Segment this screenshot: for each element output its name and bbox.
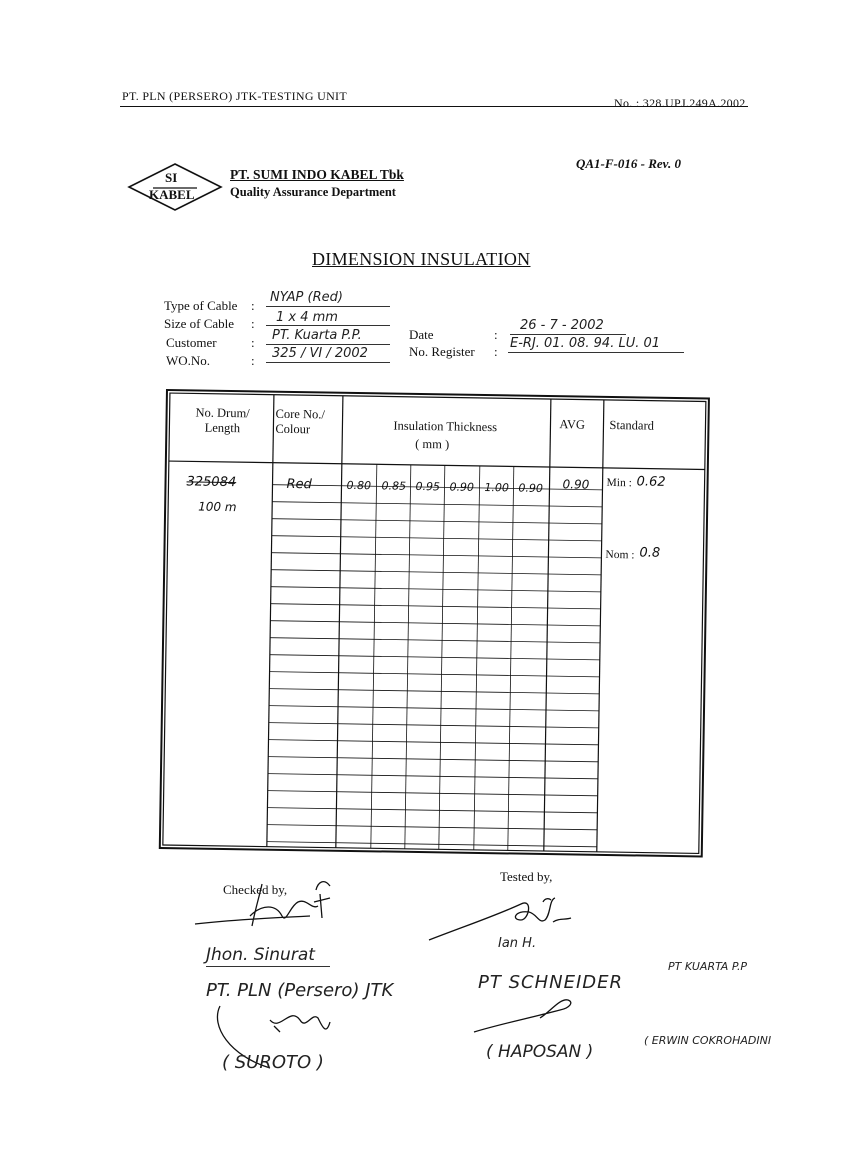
colon: : (494, 327, 498, 342)
thickness-value-1: 0.80 (346, 478, 372, 493)
wo-no-value: 325 / VI / 2002 (272, 346, 368, 361)
form-number: QA1-F-016 - Rev. 0 (576, 156, 681, 171)
tester-organization: PT SCHNEIDER (478, 972, 623, 993)
drum-number: 325084 (186, 474, 237, 491)
checker-signature (190, 876, 370, 946)
avg-value: 0.90 (562, 477, 590, 492)
header-drum-length: No. Drum/ Length (195, 405, 250, 436)
tester-name: ( HAPOSAN ) (486, 1042, 594, 1062)
tester-initials: Ian H. (498, 936, 537, 951)
colon: : (251, 353, 255, 368)
thickness-value-5: 1.00 (484, 481, 510, 495)
standard-min-label: Min : (606, 476, 632, 490)
standard-nom-value: 0.8 (639, 545, 661, 561)
date-value: 26 - 7 - 2002 (520, 318, 604, 333)
header-core-colour: Core No./ Colour (275, 406, 326, 437)
customer-value: PT. Kuarta P.P. (272, 328, 362, 343)
type-of-cable-label: Type of Cable (164, 298, 238, 313)
wo-no-label: WO.No. (166, 353, 211, 368)
insulation-table (159, 389, 710, 857)
size-of-cable-label: Size of Cable (164, 316, 235, 331)
colon: : (251, 335, 255, 350)
date-label: Date (409, 327, 434, 342)
colon: : (494, 344, 498, 359)
type-of-cable-line (266, 306, 390, 307)
no-register-value: E-RJ. 01. 08. 94. LU. 01 (510, 336, 661, 351)
colon: : (251, 316, 255, 331)
header-rule (120, 106, 748, 107)
department-name: Quality Assurance Department (230, 185, 396, 199)
thickness-value-3: 0.95 (415, 479, 441, 494)
logo-text-si: SI (165, 170, 178, 185)
header-thickness-unit: ( mm ) (415, 436, 450, 452)
header-insulation-thickness: Insulation Thickness (393, 418, 498, 435)
drum-length: 100 m (198, 499, 237, 515)
standard-nom-label: Nom : (605, 548, 635, 562)
checker-name: Jhon. Sinurat (206, 945, 315, 965)
header-avg: AVG (559, 417, 586, 432)
checker-name-line (206, 966, 330, 967)
no-register-line (508, 352, 684, 353)
customer-representative: ( ERWIN COKROHADINI (644, 1034, 772, 1047)
si-kabel-logo (127, 162, 223, 212)
company-name: PT. SUMI INDO KABEL Tbk (230, 167, 404, 182)
header-right: No. : 328.UPJ.249A.2002 (614, 96, 746, 110)
header-left: PT. PLN (PERSERO) JTK-TESTING UNIT (122, 89, 347, 103)
customer-label: Customer (166, 335, 217, 350)
date-line (510, 334, 626, 335)
checker-second-name: ( SUROTO ) (222, 1052, 324, 1073)
logo-text-kabel: KABEL (149, 187, 195, 202)
size-of-cable-line (266, 325, 390, 326)
thickness-value-6: 0.90 (518, 481, 544, 495)
wo-no-line (266, 362, 390, 363)
table-grid (161, 391, 708, 855)
thickness-value-2: 0.85 (381, 479, 407, 493)
header-standard: Standard (609, 417, 655, 433)
document-title: DIMENSION INSULATION (312, 249, 531, 269)
customer-organization: PT KUARTA P.P (668, 960, 748, 973)
standard-min-value: 0.62 (636, 474, 666, 490)
haposan-signature (470, 998, 590, 1038)
customer-line (266, 344, 390, 345)
core-colour: Red (286, 476, 312, 493)
size-of-cable-value: 1 x 4 mm (276, 310, 338, 325)
checked-by-label: Checked by, (223, 882, 288, 897)
checker-organization: PT. PLN (Persero) JTK (206, 980, 394, 1001)
colon: : (251, 298, 255, 313)
tested-by-label: Tested by, (500, 869, 553, 884)
thickness-value-4: 0.90 (449, 480, 475, 494)
type-of-cable-value: NYAP (Red) (270, 290, 343, 305)
no-register-label: No. Register (409, 344, 475, 359)
